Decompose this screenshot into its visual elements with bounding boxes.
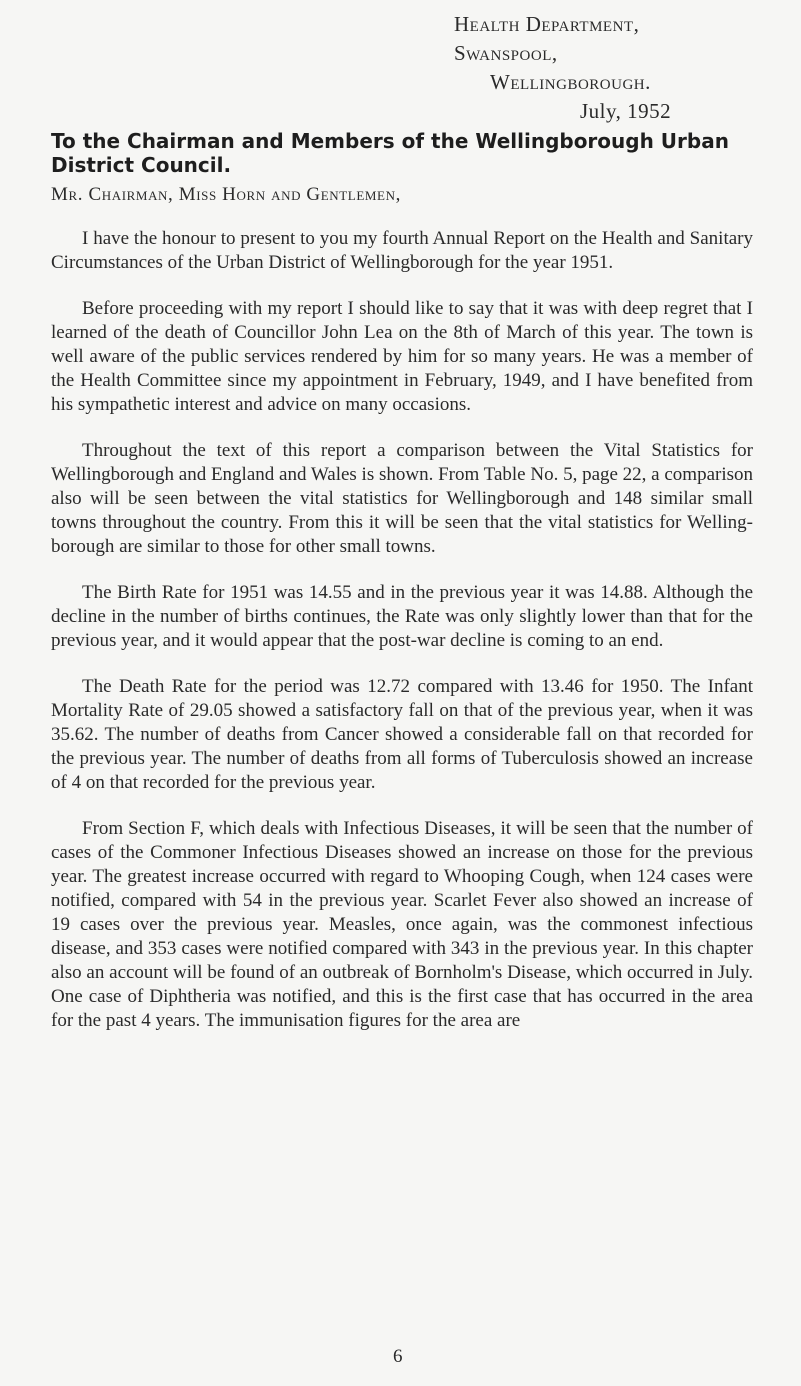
paragraph-infectious-diseases: From Section F, which deals with Infectious Diseases, it will be seen that the number of cases of the Commoner Infectious Diseases showed an increase on those for the previous year. The greatest increase occurred with regard to Whooping Cough, when 124 cases were notified, compared with 54 in the previous year. Scarlet Fever also showed an increase of 19 cases over the previous year. Measles, once again, was the commonest infectious disease, and 353 cases were notified compared with 343 in the previous year. In this chapter also an account will be found of an outbreak of Bornholm's Disease, which occurred in July. One case of Diphtheria was notified, and this is the first case that has occurred in the area for the past 4 years. The immunisation figures for the area are bbox=[51, 818, 753, 1031]
paragraph-tribute: Before proceeding with my report I should like to say that it was with deep regret that I learned of the death of Councillor John Lea on the 8th of March of this year. The town is well aware of the public services rendered by him for so many years. He was a member of the Health Committee since my appointment in February, 1949, and I have benefited from his sympathetic interest and advice on many occasions. bbox=[51, 298, 753, 415]
paragraph-comparison: Throughout the text of this report a comparison between the Vital Statistics for Wellingborough and England and Wales is shown. From Table No. 5, page 22, a comparison also will be seen between the vital statistics for Wellingborough and 148 similar small towns throughout the country. From this it will be seen that the vital statistics for Wellingborough are similar to those for other small towns. bbox=[51, 440, 754, 557]
paragraph-intro: I have the honour to present to you my fourth Annual Report on the Health and Sanitary Circumstances of the Urban District of Wellingborough for the year 1951. bbox=[51, 228, 753, 273]
paragraph-death-rate: The Death Rate for the period was 12.72 compared with 13.46 for 1950. The Infant Mortality Rate of 29.05 showed a satisfactory fall on that of the previous year, when it was 35.62. The number of deaths from Cancer showed a considerable fall on that recorded for the previous year. The number of deaths from all forms of Tuberculosis showed an increase of 4 on that recorded for the previous year. bbox=[51, 676, 753, 793]
page-number: 6 bbox=[393, 1346, 403, 1367]
address-line-street: Swanspool, bbox=[454, 41, 558, 65]
salutation: Mr. Chairman, Miss Horn and Gentlemen, bbox=[51, 184, 401, 205]
report-body bbox=[51, 227, 753, 1055]
address-line-department: Health Department, bbox=[454, 12, 640, 36]
paragraph-birth-rate: The Birth Rate for 1951 was 14.55 and in the previous year it was 14.88. Although the decline in the number of births continues, the Rate was only slightly lower than that for the previous year, and it would appear that the post-war decline is coming to an end. bbox=[51, 582, 753, 651]
addressee-heading: To the Chairman and Members of the Wellingborough Urban District Council. bbox=[51, 129, 729, 177]
sender-address bbox=[454, 10, 671, 126]
address-line-town: Wellingborough. bbox=[490, 70, 651, 94]
letter-date: July, 1952 bbox=[580, 99, 672, 123]
